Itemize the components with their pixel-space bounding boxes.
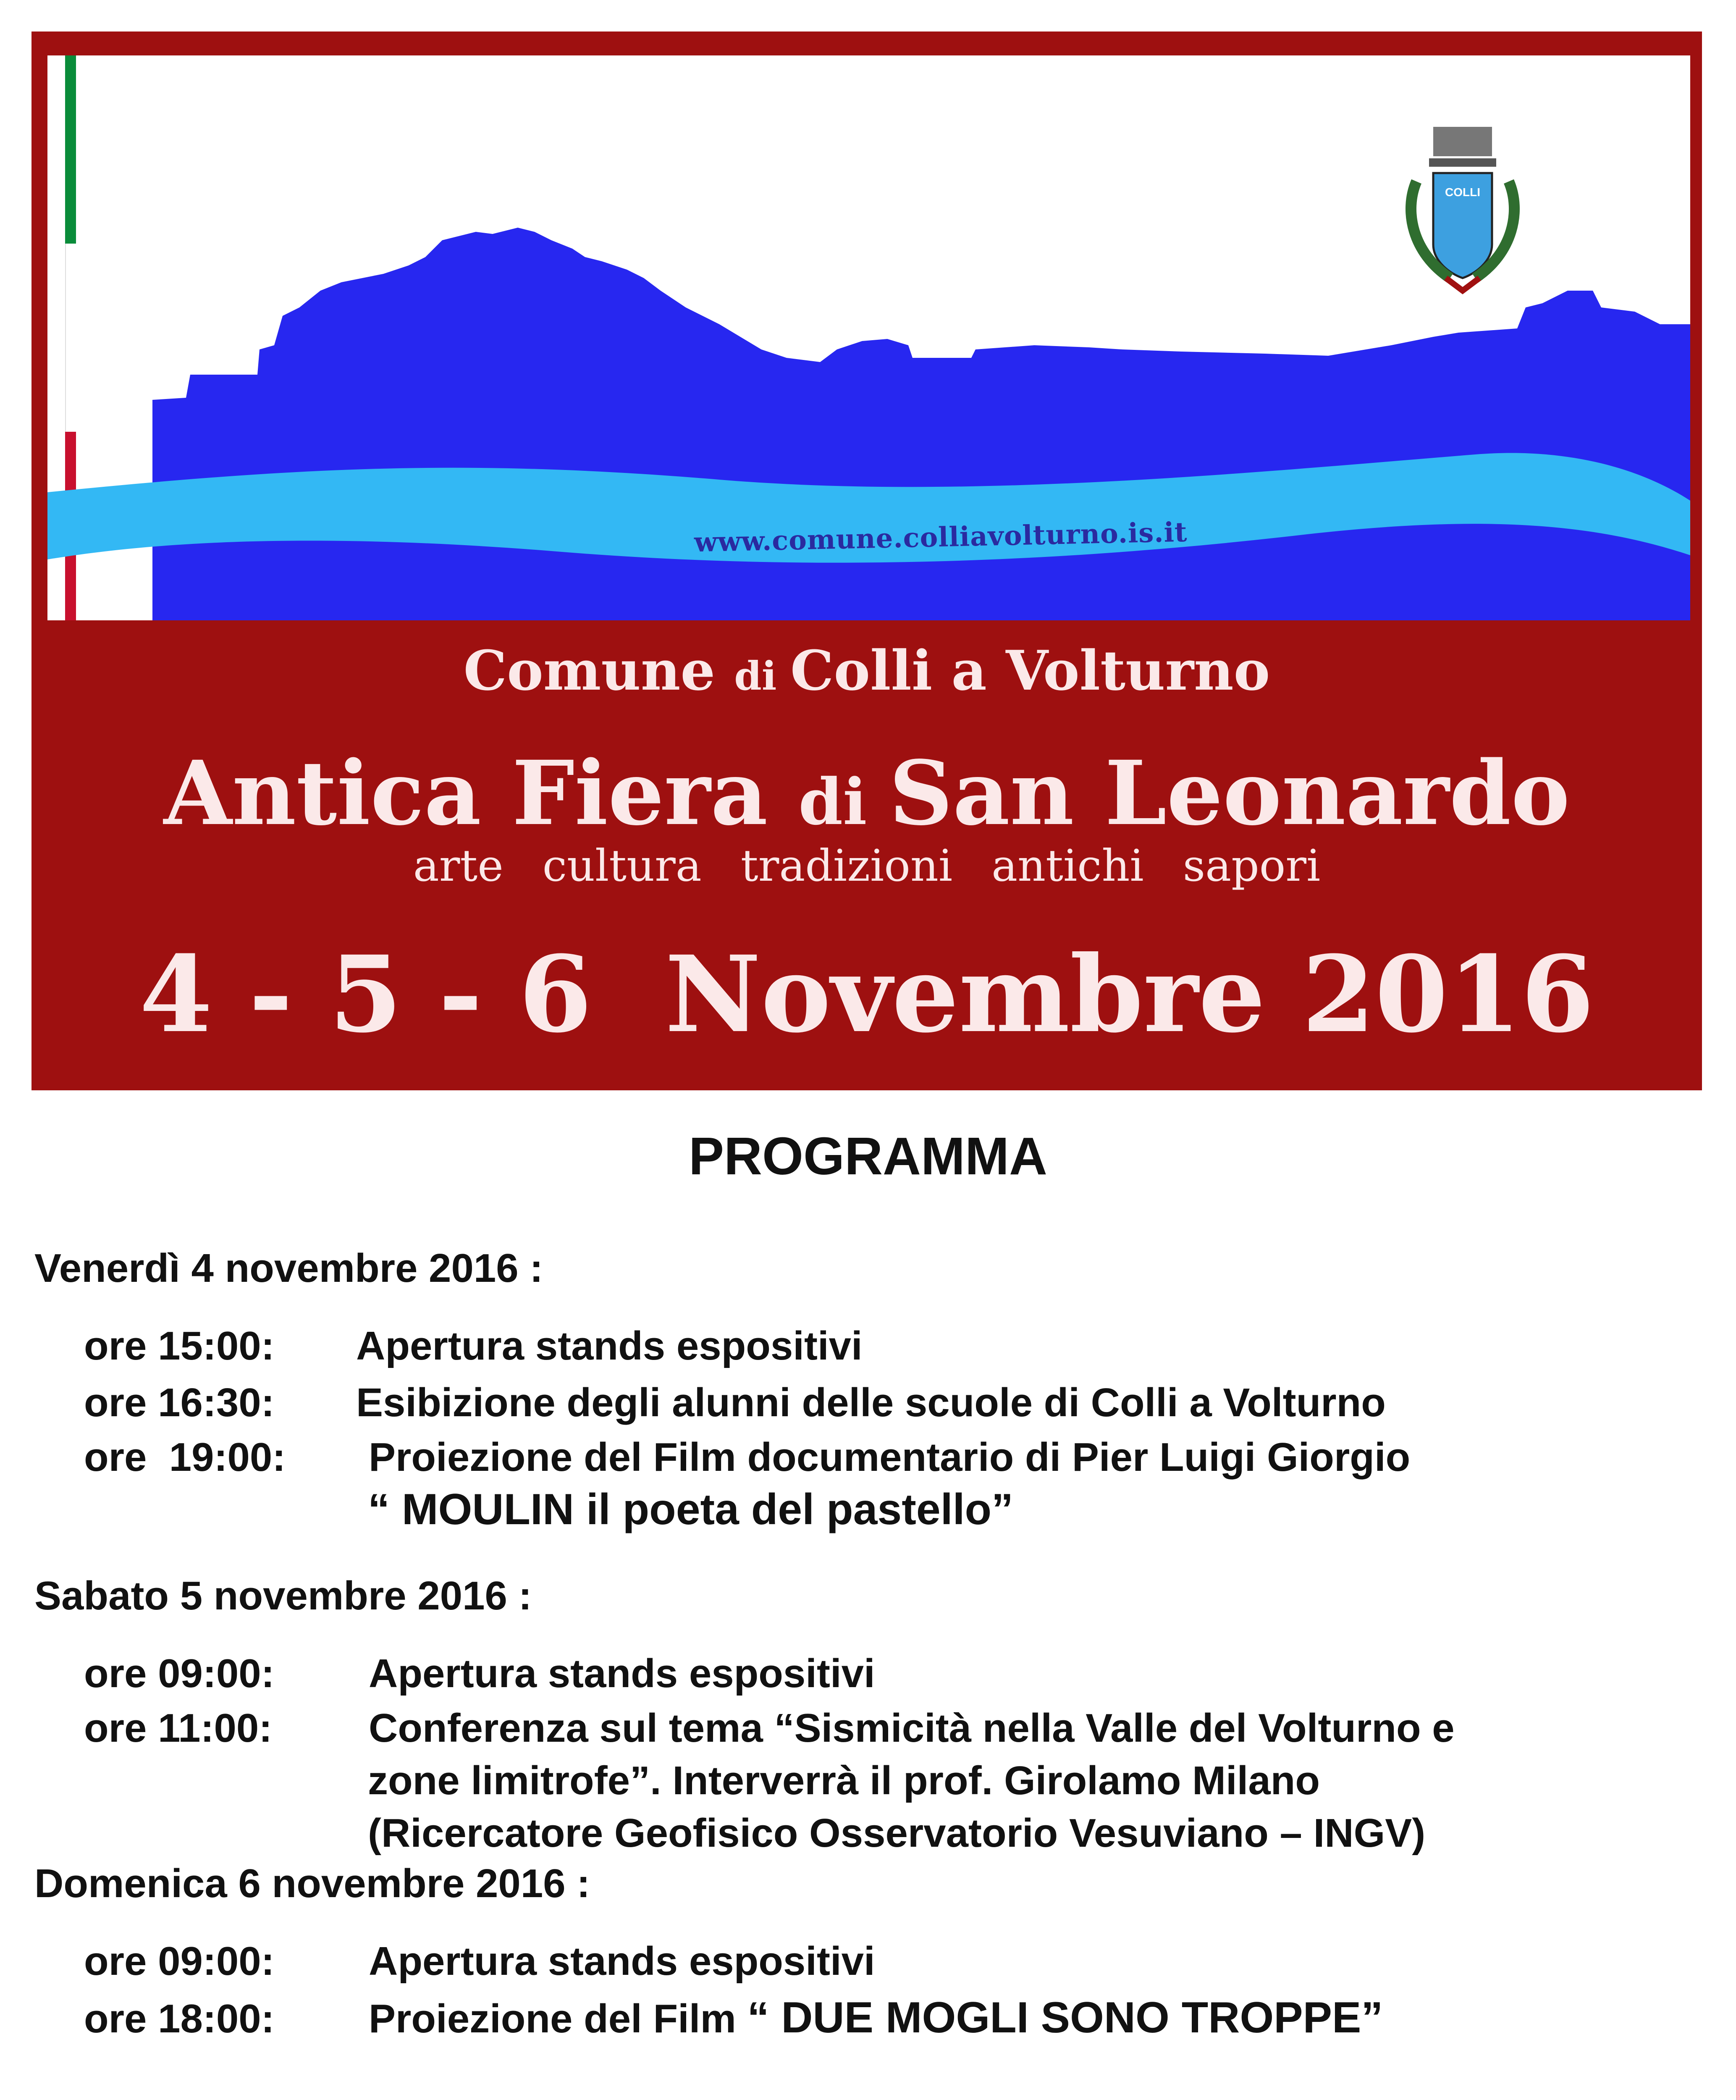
event-row <box>84 1993 1383 2043</box>
day-heading-sunday: Domenica 6 novembre 2016 : <box>34 1861 590 1906</box>
event-time: ore 18:00: <box>84 1996 275 2041</box>
coat-of-arms-icon <box>1400 118 1526 303</box>
svg-text:COLLI: COLLI <box>1445 186 1480 199</box>
event-desc: Apertura stands espositivi <box>356 1323 863 1368</box>
event-time: ore 09:00: <box>84 1651 275 1696</box>
event-row <box>84 1323 863 1369</box>
poster-header <box>31 32 1702 1090</box>
day-heading-friday: Venerdì 4 novembre 2016 : <box>34 1246 543 1291</box>
day-heading-saturday: Sabato 5 novembre 2016 : <box>34 1573 532 1618</box>
org-name: Comune di Colli a Volturno <box>463 638 1270 703</box>
event-time: ore 15:00: <box>84 1323 275 1368</box>
header-image-panel <box>47 55 1690 620</box>
event-desc: Proiezione del Film <box>369 1996 747 2041</box>
event-time: ore 16:30: <box>84 1380 275 1425</box>
event-desc: Conferenza sul tema “Sismicità nella Valle del Volturno e <box>369 1706 1455 1751</box>
event-desc-continued: (Ricercatore Geofisico Osservatorio Vesuviano – INGV) <box>368 1811 1426 1856</box>
event-desc: Apertura stands espositivi <box>369 1939 875 1984</box>
event-desc: Proiezione del Film documentario di Pier Luigi Giorgio <box>369 1435 1411 1480</box>
event-desc: Apertura stands espositivi <box>369 1651 875 1696</box>
event-title: Antica Fiera di San Leonardo <box>163 741 1570 845</box>
event-themes: arte cultura tradizioni antichi sapori <box>413 840 1321 891</box>
film-title-due-mogli: “ DUE MOGLI SONO TROPPE” <box>747 1993 1383 2042</box>
event-desc: Esibizione degli alunni delle scuole di Colli a Volturno <box>356 1380 1386 1425</box>
event-desc-continued: zone limitrofe”. Interverrà il prof. Girolamo Milano <box>368 1758 1320 1803</box>
website-url[interactable]: www.comune.colliavolturno.is.it <box>694 516 1188 559</box>
event-row <box>84 1434 1410 1480</box>
film-title-moulin: “ MOULIN il poeta del pastello” <box>368 1485 1014 1534</box>
event-row <box>84 1705 1455 1751</box>
event-time: ore 09:00: <box>84 1939 275 1984</box>
event-row <box>84 1380 1386 1426</box>
event-time: ore 11:00: <box>84 1706 273 1751</box>
event-row <box>84 1938 875 1984</box>
event-time: ore 19:00: <box>84 1435 286 1480</box>
event-dates: 4 - 5 - 6 Novembre 2016 <box>139 932 1594 1056</box>
program-title: PROGRAMMA <box>689 1126 1047 1186</box>
event-row <box>84 1651 875 1697</box>
